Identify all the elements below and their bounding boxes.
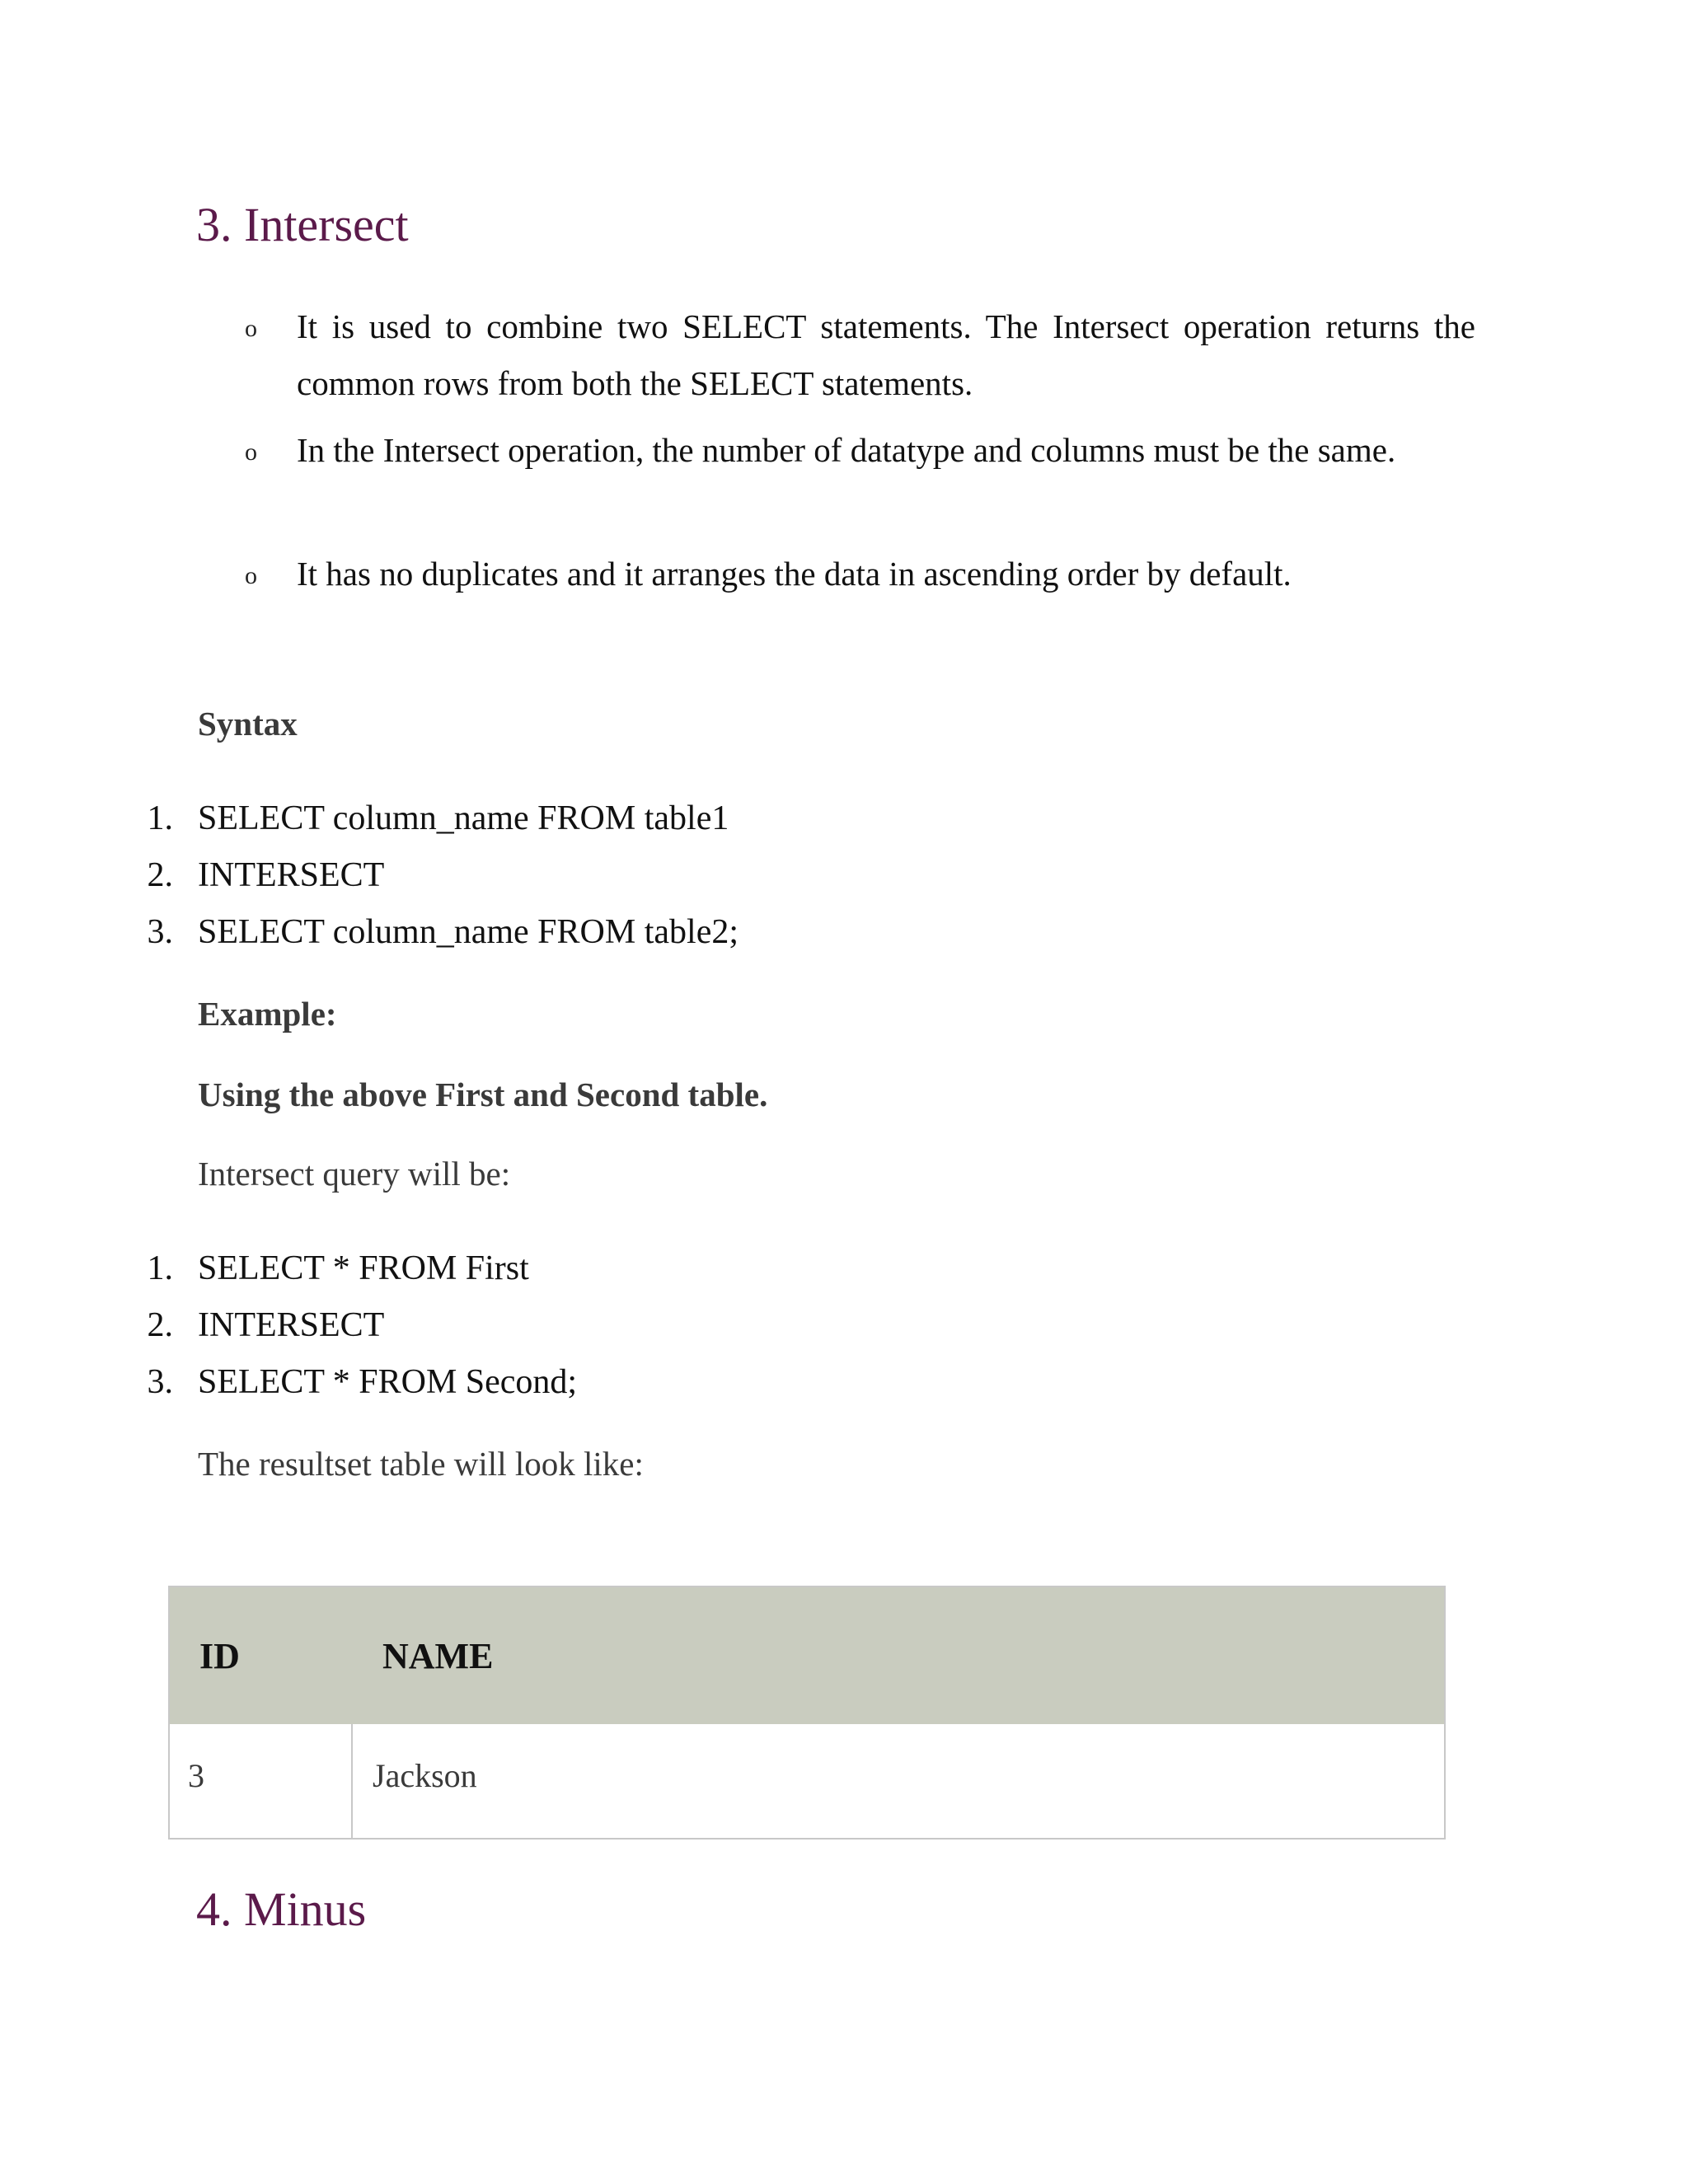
section-heading-minus: 4. Minus <box>196 1882 367 1936</box>
result-intro: The resultset table will look like: <box>198 1445 644 1483</box>
bullet-item-1: It is used to combine two SELECT statements. The Intersect operation returns the common rows from both the SELECT statements. <box>297 307 1475 402</box>
table-row <box>170 1724 1444 1838</box>
table-header-id: ID <box>199 1636 240 1676</box>
bullet-item-3: It has no duplicates and it arranges the data in ascending order by default. <box>297 555 1292 593</box>
bullet-item-2: In the Intersect operation, the number of datatype and columns must be the same. <box>297 431 1396 469</box>
line-number: 1. <box>147 799 173 837</box>
example-line-2: INTERSECT <box>198 1306 385 1344</box>
example-subtitle: Using the above First and Second table. <box>198 1076 768 1113</box>
column-divider <box>351 1724 353 1838</box>
syntax-line-1: SELECT column_name FROM table1 <box>198 799 729 837</box>
bullet-marker: o <box>245 562 257 589</box>
section-heading-intersect: 3. Intersect <box>196 198 409 251</box>
table-cell-id: 3 <box>188 1757 204 1794</box>
line-number: 2. <box>147 1306 173 1344</box>
line-number: 3. <box>147 913 173 951</box>
table-cell-name: Jackson <box>373 1757 477 1794</box>
example-line-3: SELECT * FROM Second; <box>198 1363 578 1401</box>
query-intro: Intersect query will be: <box>198 1155 511 1193</box>
bullet-marker: o <box>245 438 257 466</box>
syntax-label: Syntax <box>198 705 298 743</box>
line-number: 1. <box>147 1249 173 1287</box>
table-header-row <box>170 1587 1444 1724</box>
table-header-name: NAME <box>382 1636 494 1676</box>
line-number: 2. <box>147 856 173 894</box>
syntax-line-2: INTERSECT <box>198 856 385 894</box>
bullet-marker: o <box>245 315 257 342</box>
example-label: Example: <box>198 995 337 1033</box>
syntax-line-3: SELECT column_name FROM table2; <box>198 913 739 951</box>
result-table <box>168 1586 1446 1840</box>
line-number: 3. <box>147 1363 173 1401</box>
example-line-1: SELECT * FROM First <box>198 1249 529 1287</box>
